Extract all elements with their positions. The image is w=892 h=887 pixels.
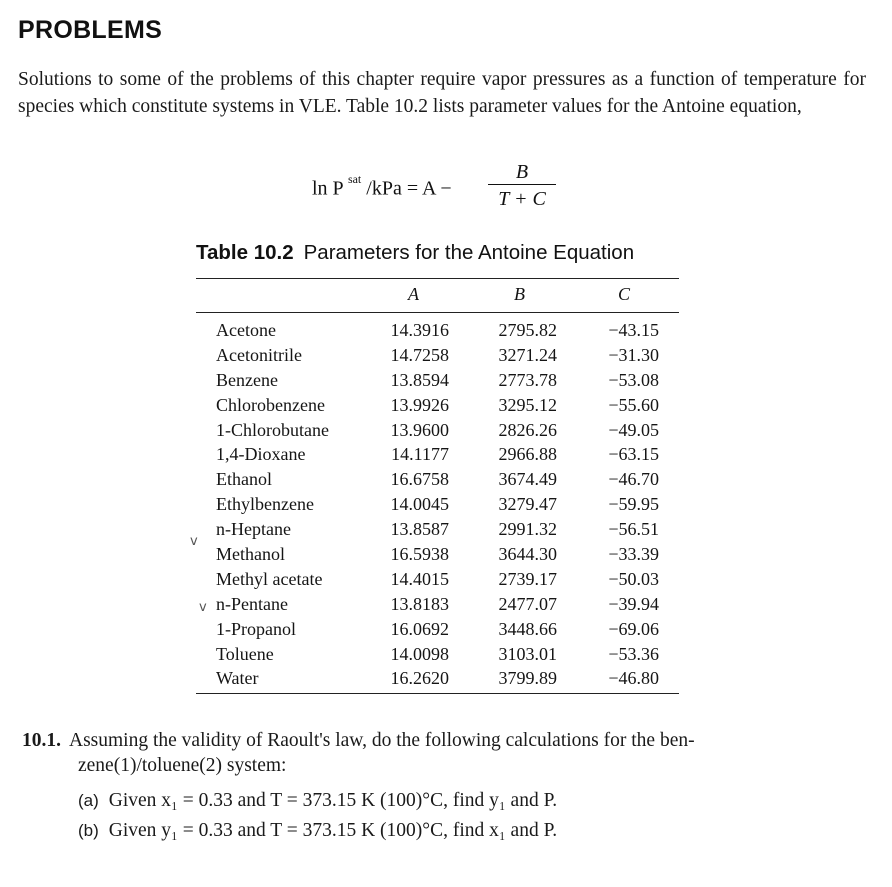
equation-lhs-ln: ln P bbox=[312, 177, 343, 200]
param-b: 3674.49 bbox=[498, 469, 557, 490]
problem-text-line-2: zene(1)/toluene(2) system: bbox=[78, 755, 287, 776]
species-name: n-Heptane bbox=[216, 519, 291, 540]
species-name: Ethanol bbox=[216, 469, 272, 490]
table-row bbox=[196, 567, 679, 592]
equation-numerator: B bbox=[515, 161, 529, 183]
problem-line-1-text bbox=[22, 730, 695, 752]
table-row bbox=[196, 617, 679, 642]
param-c: −59.95 bbox=[608, 494, 659, 515]
part-text: Given x₁ = 0.33 and T = 373.15 K (100)°C, find y₁ and P. bbox=[108, 790, 558, 811]
species-name: Methanol bbox=[216, 544, 285, 565]
problem-line-1 bbox=[22, 730, 860, 752]
table-row bbox=[196, 368, 679, 393]
param-c: −56.51 bbox=[608, 519, 659, 540]
param-b: 3279.47 bbox=[498, 494, 557, 515]
param-c: −53.08 bbox=[608, 369, 659, 390]
param-c: −43.15 bbox=[608, 320, 659, 340]
table-row bbox=[196, 467, 679, 492]
param-c: −49.05 bbox=[608, 419, 659, 440]
param-c: −39.94 bbox=[608, 593, 659, 614]
species-name: Toluene bbox=[216, 643, 274, 664]
problem-part-b bbox=[78, 820, 557, 842]
species-name: n-Pentane bbox=[216, 593, 288, 614]
species-name: Acetone bbox=[216, 320, 276, 340]
param-a: 16.2620 bbox=[390, 668, 449, 689]
param-c: −63.15 bbox=[608, 444, 659, 465]
param-b: 2477.07 bbox=[498, 593, 557, 614]
equation-lhs-rest: /kPa = A − bbox=[366, 177, 452, 200]
param-b: 2991.32 bbox=[498, 519, 557, 540]
table-row bbox=[196, 517, 679, 542]
problem-10-1 bbox=[22, 730, 860, 777]
table-row bbox=[196, 418, 679, 443]
param-a: 16.6758 bbox=[390, 469, 449, 490]
table-title: Parameters for the Antoine Equation bbox=[303, 241, 635, 264]
handwritten-check-mark: v bbox=[190, 534, 198, 549]
species-name: 1,4-Dioxane bbox=[216, 444, 306, 465]
param-c: −33.39 bbox=[608, 544, 659, 565]
param-a: 13.9926 bbox=[390, 394, 449, 415]
table-body bbox=[196, 318, 679, 691]
problem-text-line-1: Assuming the validity of Raoult's law, do the following calculations for the ben- bbox=[69, 730, 695, 751]
param-b: 2795.82 bbox=[498, 320, 557, 340]
species-name: 1-Propanol bbox=[216, 618, 296, 639]
param-b: 3103.01 bbox=[498, 643, 557, 664]
param-c: −55.60 bbox=[608, 394, 659, 415]
param-c: −50.03 bbox=[608, 568, 659, 589]
table-row bbox=[196, 642, 679, 667]
table-row bbox=[196, 442, 679, 467]
problem-number: 10.1. bbox=[22, 730, 61, 751]
table-row bbox=[196, 393, 679, 418]
table-row bbox=[196, 666, 679, 691]
param-c: −46.80 bbox=[608, 668, 659, 689]
param-c: −46.70 bbox=[608, 469, 659, 490]
param-a: 16.0692 bbox=[390, 618, 449, 639]
table-caption bbox=[196, 241, 634, 265]
part-label: (b) bbox=[78, 821, 99, 840]
table-row bbox=[196, 343, 679, 368]
handwritten-check-mark: v bbox=[199, 600, 207, 615]
param-a: 14.4015 bbox=[390, 568, 449, 589]
column-header-b: B bbox=[514, 284, 525, 304]
table-header-rule bbox=[196, 312, 679, 313]
param-b: 2739.17 bbox=[498, 568, 557, 589]
equation-sup: sat bbox=[347, 172, 362, 186]
param-c: −69.06 bbox=[608, 618, 659, 639]
param-b: 3799.89 bbox=[498, 668, 557, 689]
param-c: −53.36 bbox=[608, 643, 659, 664]
param-b: 2773.78 bbox=[498, 369, 557, 390]
problem-part-a bbox=[78, 790, 557, 812]
param-a: 14.0045 bbox=[390, 494, 449, 515]
param-b: 3644.30 bbox=[498, 544, 557, 565]
param-a: 13.8587 bbox=[390, 519, 449, 540]
param-a: 14.0098 bbox=[390, 643, 449, 664]
species-name: Ethylbenzene bbox=[216, 494, 314, 515]
table-row bbox=[196, 318, 679, 343]
param-a: 13.8594 bbox=[390, 369, 449, 390]
param-a: 14.1177 bbox=[391, 444, 449, 465]
equation-denominator: T + C bbox=[498, 188, 546, 210]
species-name: Chlorobenzene bbox=[216, 394, 325, 415]
param-c: −31.30 bbox=[608, 344, 659, 365]
param-a: 16.5938 bbox=[390, 544, 449, 565]
param-a: 13.8183 bbox=[390, 593, 449, 614]
param-a: 13.9600 bbox=[390, 419, 449, 440]
table-row bbox=[196, 592, 679, 617]
param-b: 3271.24 bbox=[498, 344, 557, 365]
table-top-rule bbox=[196, 278, 679, 279]
column-header-c: C bbox=[618, 284, 631, 304]
equation-fraction bbox=[486, 160, 558, 211]
part-text: Given y₁ = 0.33 and T = 373.15 K (100)°C, find x₁ and P. bbox=[108, 820, 558, 841]
column-header-a: A bbox=[408, 284, 419, 304]
param-b: 2826.26 bbox=[498, 419, 557, 440]
species-name: Acetonitrile bbox=[216, 344, 302, 365]
species-name: Water bbox=[216, 668, 259, 689]
section-heading: PROBLEMS bbox=[18, 16, 163, 44]
param-b: 3295.12 bbox=[498, 394, 557, 415]
table-number: Table 10.2 bbox=[196, 241, 294, 264]
equation-lhs bbox=[312, 172, 452, 201]
species-name: 1-Chlorobutane bbox=[216, 419, 329, 440]
species-name: Benzene bbox=[216, 369, 278, 390]
param-b: 3448.66 bbox=[498, 618, 557, 639]
table-row bbox=[196, 492, 679, 517]
species-name: Methyl acetate bbox=[216, 568, 323, 589]
param-b: 2966.88 bbox=[498, 444, 557, 465]
intro-paragraph: Solutions to some of the problems of this chapter require vapor pressures as a function of temperature for species which constitute systems in VLE. Table 10.2 lists parameter values for the Antoine equation, bbox=[18, 69, 866, 117]
param-a: 14.7258 bbox=[390, 344, 449, 365]
part-label: (a) bbox=[78, 791, 99, 810]
table-bottom-rule bbox=[196, 693, 679, 694]
param-a: 14.3916 bbox=[390, 320, 449, 340]
table-row bbox=[196, 542, 679, 567]
